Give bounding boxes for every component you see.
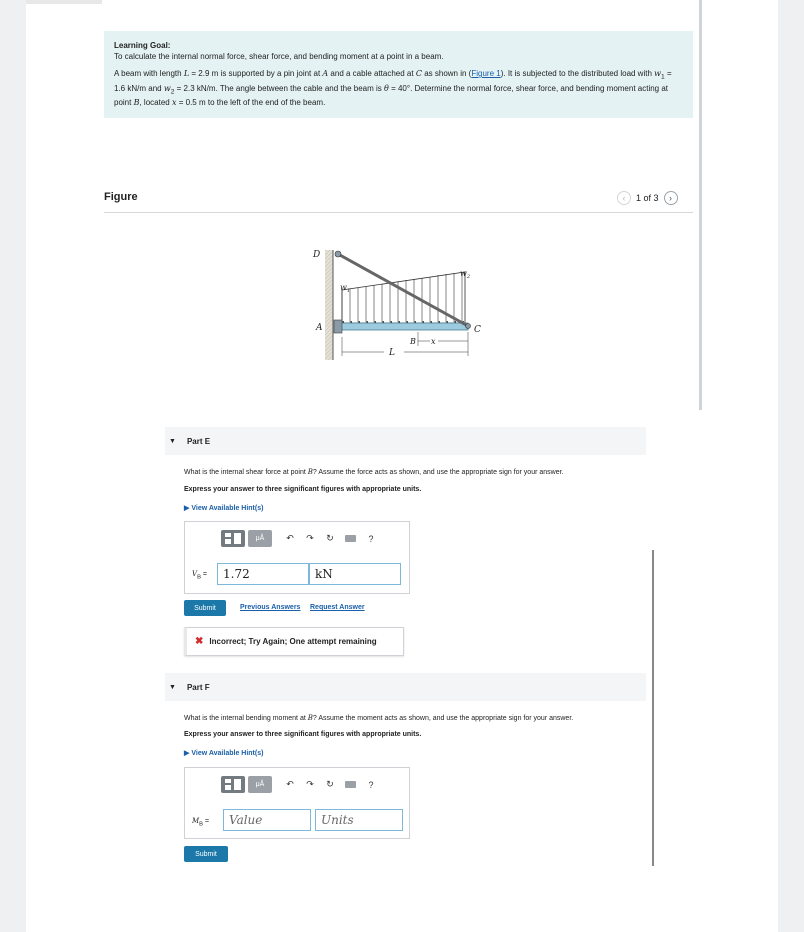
- scrollbar[interactable]: [699, 0, 702, 410]
- template-button[interactable]: [221, 776, 245, 793]
- part-e-instructions: Express your answer to three significant figures with appropriate units.: [184, 486, 422, 493]
- feedback-text: Incorrect; Try Again; One attempt remaining: [209, 637, 377, 646]
- vb-label: $V_B$ =: [192, 570, 207, 581]
- mb-label: $M_B$ =: [192, 817, 210, 828]
- reset-icon[interactable]: ↻: [326, 533, 334, 543]
- beam-diagram: [300, 240, 500, 370]
- label-L: L: [389, 348, 395, 358]
- incorrect-icon: ✖: [195, 636, 204, 647]
- learning-goal-heading: Learning Goal:: [114, 41, 171, 50]
- prev-figure-icon[interactable]: ‹: [617, 191, 631, 205]
- keyboard-icon[interactable]: [345, 535, 356, 542]
- part-e-value-input[interactable]: 1.72: [217, 563, 309, 585]
- reset-icon[interactable]: ↻: [326, 779, 334, 789]
- redo-icon[interactable]: ↷: [306, 533, 314, 543]
- next-figure-icon[interactable]: ›: [664, 191, 678, 205]
- pin-support: [334, 320, 342, 333]
- help-icon[interactable]: ?: [368, 779, 374, 790]
- math-toolbar: [221, 530, 376, 547]
- part-e-question: What is the internal shear force at point B? Assume the force acts as shown, and use the appropriate sign for your answer.: [184, 468, 564, 476]
- undo-icon[interactable]: ↶: [286, 533, 294, 543]
- part-e-units-input[interactable]: kN: [309, 563, 401, 585]
- collapse-icon: ▼: [169, 437, 176, 445]
- feedback-box: [184, 627, 404, 656]
- figure-pager: [617, 191, 678, 205]
- part-f-question: What is the internal bending moment at B? Assume the moment acts as shown, and use the appropriate sign for your answer.: [184, 714, 574, 722]
- figure-divider: [104, 212, 693, 213]
- part-e-title: Part E: [186, 436, 211, 446]
- part-f-units-input[interactable]: Units: [315, 809, 403, 831]
- part-e-answer-box: [184, 521, 410, 594]
- part-f-hint-link[interactable]: ▶ View Available Hint(s): [184, 750, 264, 757]
- part-e-hint-link[interactable]: ▶ View Available Hint(s): [184, 505, 264, 512]
- keyboard-icon[interactable]: [345, 781, 356, 788]
- part-e-header[interactable]: [165, 427, 646, 455]
- beam: [340, 323, 468, 330]
- label-w1: $w_1$: [340, 283, 351, 294]
- template-button[interactable]: [221, 530, 245, 547]
- load-arrows: [342, 272, 462, 322]
- problem-statement: A beam with length L = 2.9 m is supported by a pin joint at A and a cable attached at C as shown in (Figure 1). It is subjected to the distributed load with $w_1 = 1.6$ kN/m and $w_2 = 2.3$ kN/m. The angle between the cable and the beam is θ = 40°. Determine the normal force, shear force, and bending moment acting at point B, located x = 0.5 m to the left of the end of the beam.: [114, 69, 672, 108]
- redo-icon[interactable]: ↷: [306, 779, 314, 789]
- part-f-title: Part F: [186, 682, 210, 692]
- expand-icon: ▶: [184, 505, 190, 512]
- part-f-submit-button[interactable]: Submit: [184, 846, 228, 862]
- undo-icon[interactable]: ↶: [286, 779, 294, 789]
- label-x: x: [431, 337, 436, 346]
- collapse-icon: ▼: [169, 683, 176, 691]
- math-toolbar: [221, 776, 376, 793]
- label-w2: $w_2$: [460, 269, 471, 280]
- top-divider: [26, 0, 102, 4]
- label-C: C: [474, 325, 481, 335]
- request-answer-link[interactable]: Request Answer: [310, 604, 365, 611]
- figure-1-link[interactable]: Figure 1: [471, 69, 501, 78]
- pager-text: 1 of 3: [636, 193, 659, 203]
- units-button[interactable]: μÅ: [248, 530, 272, 547]
- previous-answers-link[interactable]: Previous Answers: [240, 604, 301, 611]
- label-D: D: [313, 250, 321, 260]
- content-scrollbar[interactable]: [652, 550, 654, 866]
- part-f-value-input[interactable]: Value: [223, 809, 311, 831]
- expand-icon: ▶: [184, 750, 190, 757]
- part-f-instructions: Express your answer to three significant figures with appropriate units.: [184, 731, 422, 738]
- figure-title: Figure: [104, 191, 138, 203]
- learning-goal-objective: To calculate the internal normal force, shear force, and bending moment at a point in a beam.: [114, 52, 444, 61]
- cable: [338, 254, 471, 326]
- part-e-submit-button[interactable]: Submit: [184, 600, 226, 616]
- label-B: B: [410, 337, 416, 346]
- wall: [325, 250, 333, 360]
- label-A: A: [316, 323, 323, 333]
- help-icon[interactable]: ?: [368, 533, 374, 544]
- part-f-answer-box: [184, 767, 410, 839]
- learning-goal-box: [104, 31, 693, 118]
- part-f-header[interactable]: [165, 673, 646, 701]
- units-button[interactable]: μÅ: [248, 776, 272, 793]
